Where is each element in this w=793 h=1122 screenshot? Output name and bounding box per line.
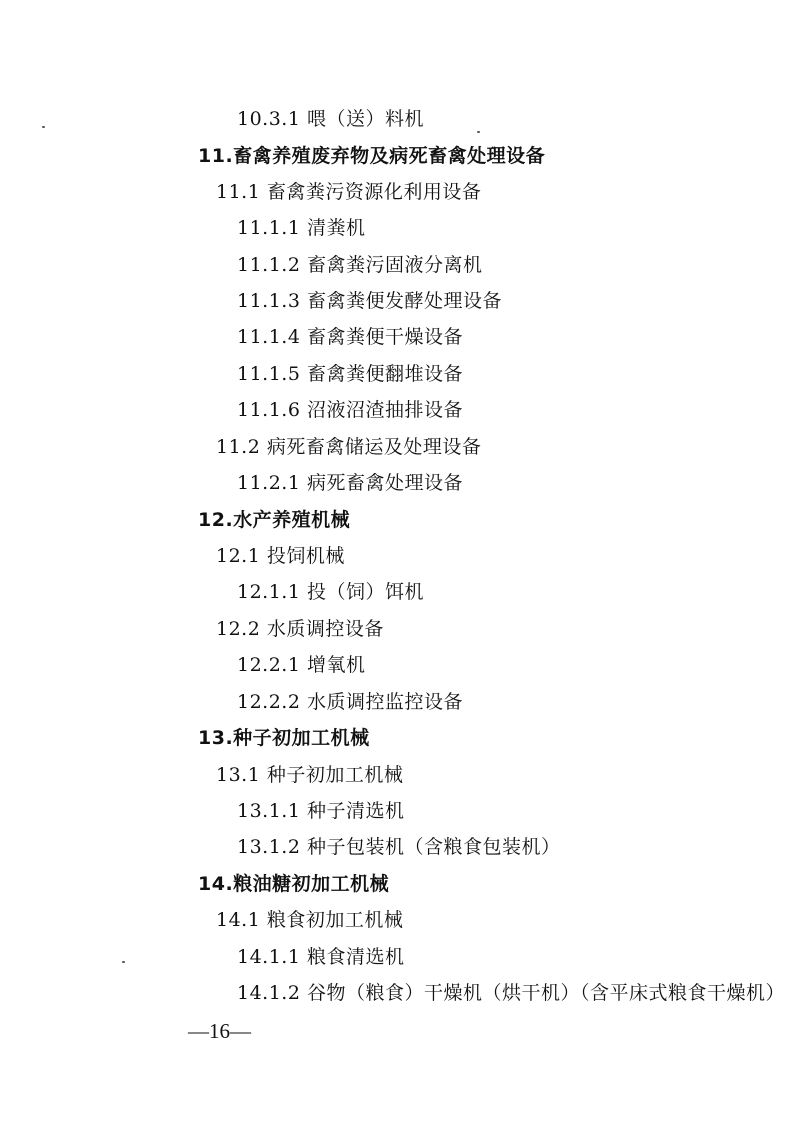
outline-item-l3: 11.1.2 畜禽粪污固液分离机 [237, 254, 483, 276]
page-number: —16— [188, 1019, 251, 1043]
outline-item-l3: 13.1.1 种子清选机 [237, 800, 405, 822]
outline-item-l3: 11.2.1 病死畜禽处理设备 [237, 472, 463, 494]
section-heading: 11.畜禽养殖废弃物及病死畜禽处理设备 [198, 145, 546, 167]
outline-item-l3: 12.1.1 投（饲）饵机 [237, 581, 424, 603]
outline-item-l3: 12.2.1 增氧机 [237, 654, 366, 676]
section-heading: 13.种子初加工机械 [198, 727, 370, 749]
section-heading: 12.水产养殖机械 [198, 509, 351, 531]
outline-item-l3: 11.1.5 畜禽粪便翻堆设备 [237, 363, 463, 385]
subsection-heading: 11.2 病死畜禽储运及处理设备 [216, 436, 482, 458]
section-heading: 14.粮油糖初加工机械 [198, 873, 390, 895]
subsection-heading: 12.2 水质调控设备 [216, 618, 384, 640]
subsection-heading: 13.1 种子初加工机械 [216, 764, 404, 786]
outline-item-l3: 11.1.3 畜禽粪便发酵处理设备 [237, 290, 502, 312]
outline-item-l3: 11.1.6 沼液沼渣抽排设备 [237, 399, 463, 421]
outline-item-l3: 13.1.2 种子包装机（含粮食包装机） [237, 836, 561, 858]
outline-item-l3: 12.2.2 水质调控监控设备 [237, 691, 463, 713]
scan-speck [42, 126, 45, 128]
outline-item-l3: 14.1.1 粮食清选机 [237, 946, 405, 968]
outline-item-l3: 14.1.2 谷物（粮食）干燥机（烘干机）（含平床式粮食干燥机） [237, 982, 785, 1004]
outline-item-l3: 11.1.1 清粪机 [237, 217, 366, 239]
outline-item-l3: 10.3.1 喂（送）料机 [237, 108, 424, 130]
scan-speck [477, 131, 480, 133]
subsection-heading: 12.1 投饲机械 [216, 545, 345, 567]
scan-speck [122, 961, 125, 963]
subsection-heading: 14.1 粮食初加工机械 [216, 909, 404, 931]
subsection-heading: 11.1 畜禽粪污资源化利用设备 [216, 181, 482, 203]
outline-item-l3: 11.1.4 畜禽粪便干燥设备 [237, 326, 463, 348]
